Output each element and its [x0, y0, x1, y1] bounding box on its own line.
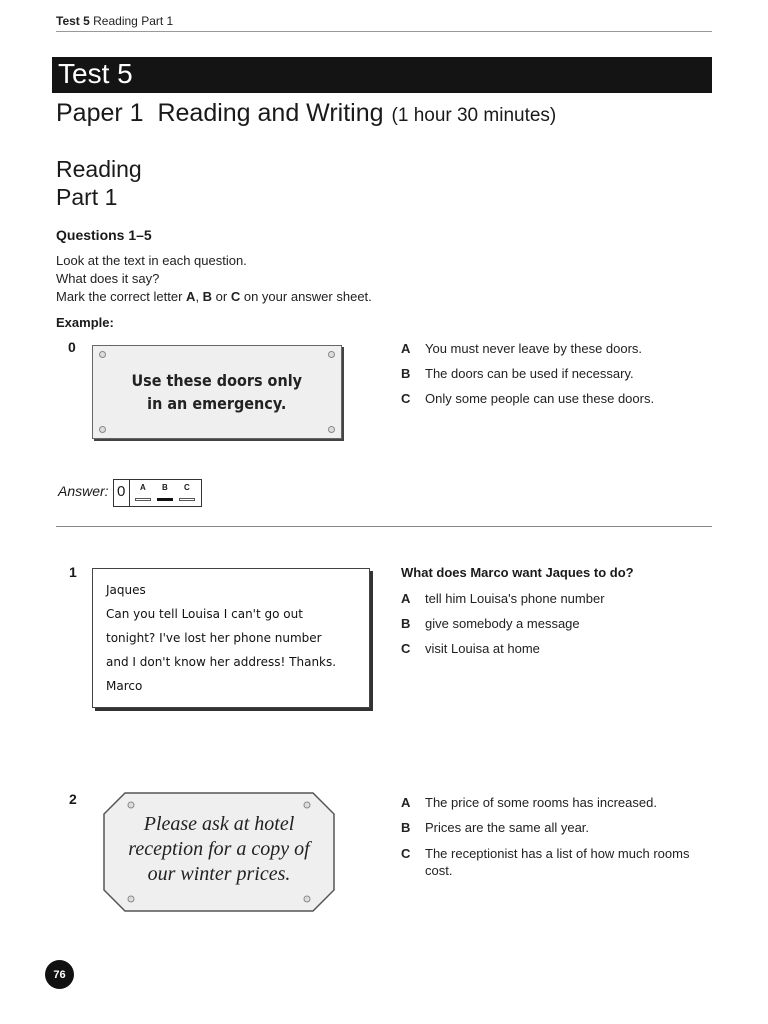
- page-number-badge: 76: [45, 960, 74, 989]
- sign-line: Please ask at hotel: [143, 813, 295, 835]
- section-divider: [56, 526, 712, 527]
- note-line: Can you tell Louisa I can't go out: [106, 607, 303, 621]
- option-text: visit Louisa at home: [425, 641, 540, 656]
- note-line: Marco: [106, 679, 143, 693]
- instruction-line: What does it say?: [56, 271, 160, 286]
- section-title: [56, 155, 142, 211]
- answer-mark-a: [135, 498, 151, 501]
- answer-letter-b: B: [162, 483, 168, 492]
- instruction-mark-line: [56, 288, 372, 306]
- option-text: give somebody a message: [425, 616, 580, 631]
- paper-duration: (1 hour 30 minutes): [391, 105, 557, 126]
- question-1-text: What does Marco want Jaques to do?: [401, 565, 634, 580]
- option-letter: A: [401, 795, 411, 810]
- answer-letter-a: A: [140, 483, 146, 492]
- example-sign: [92, 345, 342, 439]
- instruction-line: Look at the text in each question.: [56, 253, 247, 268]
- test-banner: [52, 57, 712, 93]
- question-1-note: [92, 568, 370, 708]
- sign-line: Use these doors only: [131, 371, 303, 390]
- running-header-test: Test 5: [56, 14, 90, 28]
- answer-number: 0: [117, 483, 126, 500]
- instructions: [56, 252, 372, 306]
- answer-label: Answer:: [58, 483, 109, 499]
- option-text: Prices are the same all year.: [425, 820, 590, 835]
- question-2-number: 2: [69, 791, 77, 807]
- running-header-section: Reading: [93, 14, 138, 28]
- example-label: Example:: [56, 315, 114, 330]
- section-name: Reading: [56, 156, 142, 182]
- paper-title-text: Paper 1 Reading and Writing: [56, 99, 384, 127]
- hotel-sign-text: [103, 812, 335, 887]
- option-letter: A: [401, 591, 411, 606]
- running-header: [56, 14, 173, 28]
- option-text: tell him Louisa's phone number: [425, 591, 605, 606]
- header-rule: [56, 31, 712, 32]
- example-number: 0: [68, 339, 76, 355]
- answer-divider: [129, 480, 130, 506]
- mark-letter-c: C: [230, 289, 241, 304]
- option-text: You must never leave by these doors.: [425, 341, 643, 356]
- screw-icon: [99, 426, 106, 433]
- option-text: Only some people can use these doors.: [425, 391, 655, 406]
- section-part: Part 1: [56, 184, 118, 210]
- option-letter: B: [401, 366, 411, 381]
- running-header-part: Part 1: [141, 14, 174, 28]
- screw-icon: [328, 426, 335, 433]
- sign-line: our winter prices.: [147, 863, 291, 885]
- option-text: The receptionist has a list of how much rooms cost.: [425, 846, 690, 878]
- sign-line: in an emergency.: [147, 394, 287, 413]
- paper-title: [56, 99, 556, 128]
- questions-range: Questions 1–5: [56, 227, 152, 243]
- mark-letter-a: A: [186, 289, 196, 304]
- mark-line-sep: ,: [195, 289, 203, 304]
- screw-icon: [328, 351, 335, 358]
- test-banner-title: Test 5: [58, 58, 133, 89]
- question-2-sign: [103, 792, 335, 912]
- option-letter: A: [401, 341, 411, 356]
- question-1-number: 1: [69, 564, 77, 580]
- note-line: tonight? I've lost her phone number: [106, 631, 322, 645]
- option-letter: B: [401, 616, 411, 631]
- answer-mark-b: [157, 498, 173, 501]
- sign-line: reception for a copy of: [128, 838, 310, 860]
- option-letter: C: [401, 641, 411, 656]
- mark-line-before: Mark the correct letter: [56, 289, 187, 304]
- note-line: Jaques: [106, 583, 146, 597]
- option-letter: C: [401, 391, 411, 406]
- option-letter: C: [401, 846, 411, 861]
- mark-letter-b: B: [202, 289, 213, 304]
- option-text: The doors can be used if necessary.: [425, 366, 634, 381]
- example-sign-text: [132, 369, 303, 415]
- answer-box: [113, 479, 202, 507]
- note-line: and I don't know her address! Thanks.: [106, 655, 337, 669]
- mark-line-sep: or: [212, 289, 231, 304]
- answer-mark-c: [179, 498, 195, 501]
- option-text: The price of some rooms has increased.: [425, 795, 657, 810]
- option-letter: B: [401, 820, 411, 835]
- mark-line-after: on your answer sheet.: [240, 289, 372, 304]
- note-text: [106, 578, 336, 698]
- screw-icon: [99, 351, 106, 358]
- answer-letter-c: C: [184, 483, 190, 492]
